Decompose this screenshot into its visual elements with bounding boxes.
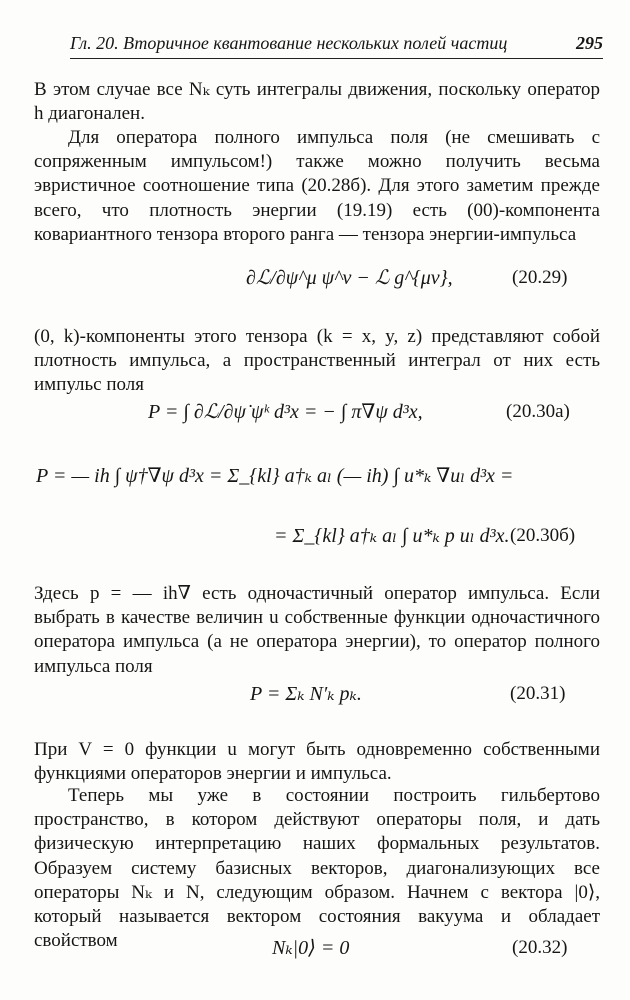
paragraph-3: (0, k)-компоненты этого тензора (k = x, y, z) представляют собой плотность импульса, а пространственный интеграл от них есть импульс поля <box>34 326 600 396</box>
equation-20-32: Nₖ|0⟩ = 0 <box>272 937 350 959</box>
equation-label-20-29: (20.29) <box>512 267 568 288</box>
equation-label-20-30a: (20.30a) <box>506 401 570 422</box>
equation-20-31: P = Σₖ N′ₖ pₖ. <box>250 683 362 705</box>
equation-20-30b-line-2: = Σ_{kl} a†ₖ aₗ ∫ u*ₖ p uₗ d³x. <box>274 525 510 547</box>
page-number: 295 <box>576 33 603 53</box>
paragraph-2: Для оператора полного импульса поля (не смешивать с сопряженным импульсом!) также можно получить весьма эвристичное соотношение типа (20.28б). Для этого заметим прежде всего, что плотность энергии (19.19) есть (00)-компонента ковариантного тензора второго ранга — тензора энергии-импульса <box>34 127 600 245</box>
paragraph-6: Теперь мы уже в состоянии построить гильбертово пространство, в котором действуют операторы поля, и дать физическую интерпретацию наших формальных результатов. Образуем систему базисных векторов, диагонализующих все операторы Nₖ и N, следующим образом. Начнем с вектора |0⟩, который называется вектором состояния вакуума и обладает свойством <box>34 785 600 952</box>
equation-20-30a: P = ∫ ∂ℒ/∂ψ̇ ψᵏ d³x = − ∫ π∇ψ d³x, <box>148 401 423 423</box>
running-header <box>70 28 603 59</box>
paragraph-5: При V = 0 функции u могут быть одновременно собственными функциями операторов энергии и импульса. <box>34 739 600 785</box>
equation-20-30b-line-1: P = — ih ∫ ψ†∇ψ d³x = Σ_{kl} a†ₖ aₗ (— ih) ∫ u*ₖ ∇uₗ d³x = <box>36 465 514 487</box>
equation-20-29: ∂ℒ/∂ψ^μ ψ^ν − ℒ g^{μν}, <box>246 267 453 289</box>
equation-label-20-32: (20.32) <box>512 937 568 958</box>
paragraph-1: В этом случае все Nₖ суть интегралы движения, поскольку оператор h диагонален. <box>34 79 600 125</box>
equation-label-20-31: (20.31) <box>510 683 566 704</box>
equation-label-20-30b: (20.30б) <box>510 525 576 546</box>
running-title: Гл. 20. Вторичное квантование нескольких полей частиц <box>70 33 508 53</box>
paragraph-4: Здесь p = — ih∇ есть одночастичный оператор импульса. Если выбрать в качестве величин u собственные функции одночастичного оператора импульса (а не оператора энергии), то оператор полного импульса поля <box>34 583 600 677</box>
